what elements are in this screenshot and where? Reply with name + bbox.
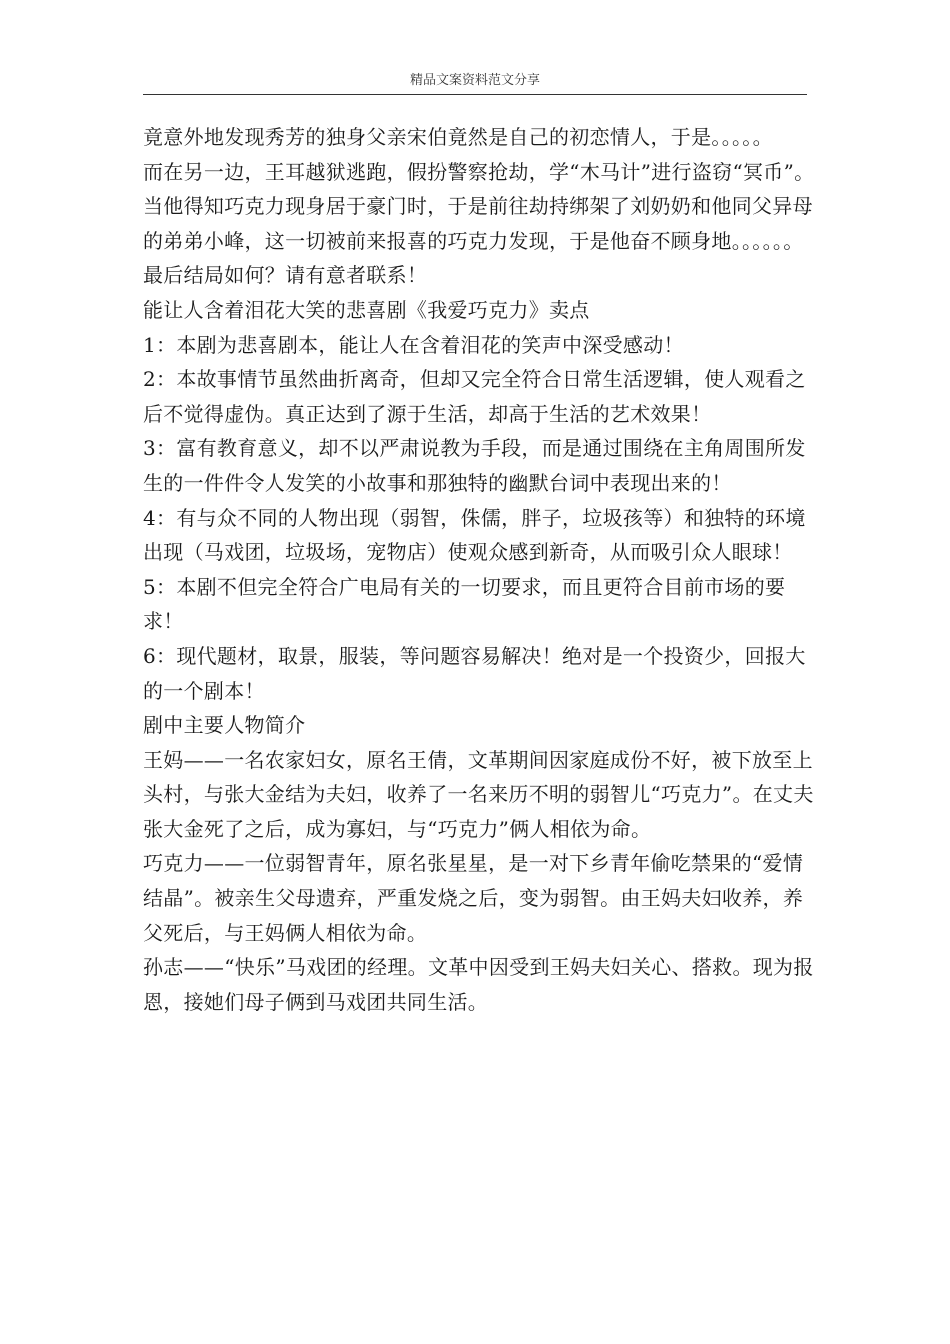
paragraph-ending-question: 最后结局如何？请有意者联系！ xyxy=(143,263,428,288)
selling-points-heading: 能让人含着泪花大笑的悲喜剧《我爱巧克力》卖点 xyxy=(143,297,590,322)
character-qiaokeli: 巧克力——一位弱智青年，原名张星星，是一对下乡青年偷吃禁果的“爱情结晶”。被亲生父母遗弃，严重发烧之后，变为弱智。由王妈夫妇收养，养父死后，与王妈俩人相依为命。 xyxy=(143,851,804,945)
document-body xyxy=(143,120,815,1019)
character-wang-ma: 王妈——一名农家妇女，原名王倩，文革期间因家庭成份不好，被下放至上头村，与张大金结为夫妇，收养了一名来历不明的弱智儿“巧克力”。在丈夫张大金死了之后，成为寡妇，与“巧克力”俩人相依为命。 xyxy=(143,747,814,841)
selling-point-4: 4：有与众不同的人物出现（弱智，侏儒，胖子，垃圾孩等）和独特的环境出现（马戏团，垃圾场，宠物店）使观众感到新奇，从而吸引众人眼球！ xyxy=(143,505,806,565)
selling-point-3: 3：富有教育意义，却不以严肃说教为手段，而是通过围绕在主角周围所发生的一件件令人发笑的小故事和那独特的幽默台词中表现出来的！ xyxy=(143,436,806,495)
characters-heading: 剧中主要人物简介 xyxy=(143,713,306,738)
selling-point-1: 1：本剧为悲喜剧本，能让人在含着泪花的笑声中深受感动！ xyxy=(143,332,684,357)
character-sun-zhi: 孙志——“快乐”马戏团的经理。文革中因受到王妈夫妇关心、搭救。现为报恩，接她们母子俩到马戏团共同生活。 xyxy=(143,955,814,1014)
header-title: 精品文案资料范文分享 xyxy=(409,73,540,88)
selling-point-2: 2：本故事情节虽然曲折离奇，但却又完全符合日常生活逻辑，使人观看之后不觉得虚伪。真正达到了源于生活，却高于生活的艺术效果！ xyxy=(143,367,806,426)
paragraph-story-1: 竟意外地发现秀芳的独身父亲宋伯竟然是自己的初恋情人，于是。。。。。 xyxy=(143,125,773,149)
paragraph-story-2: 而在另一边，王耳越狱逃跑，假扮警察抢劫，学“木马计”进行盗窃“冥币”。当他得知巧克力现身居于豪门时，于是前往劫持绑架了刘奶奶和他同父异母的弟弟小峰，这一切被前来报喜的巧克力发现，于是他奋不顾身地。。。。。。 xyxy=(143,159,815,253)
selling-point-5: 5：本剧不但完全符合广电局有关的一切要求，而且更符合目前市场的要求！ xyxy=(143,574,786,634)
selling-point-6: 6：现代题材，取景，服装，等问题容易解决！绝对是一个投资少，回报大的一个剧本！ xyxy=(143,643,806,703)
page-header xyxy=(143,68,807,95)
